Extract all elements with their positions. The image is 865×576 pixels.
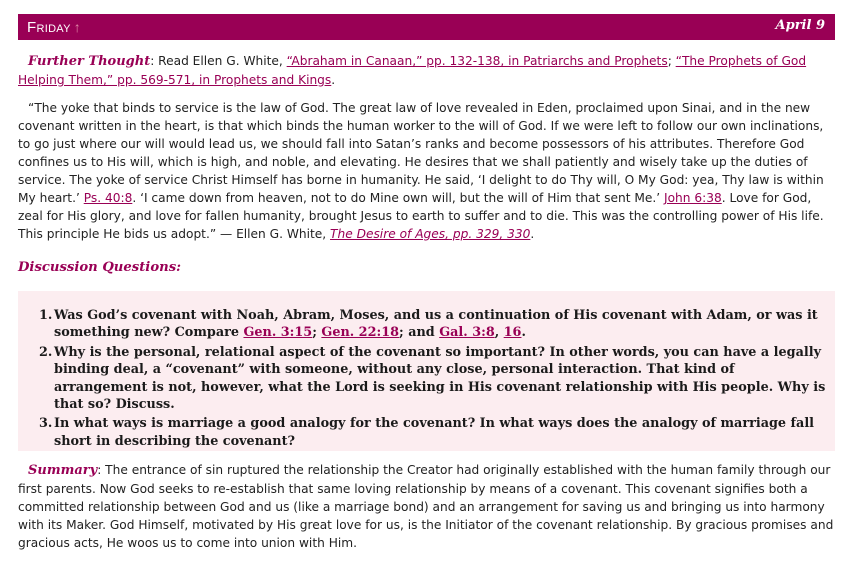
prophets-kings-link[interactable]: “The Prophets of God Helping Them,” pp. 569-571, in Prophets and Kings	[18, 54, 807, 87]
question-item	[39, 307, 829, 342]
question-number: 3.	[39, 416, 53, 432]
gal-3-8-link[interactable]: Gal. 3:8	[439, 325, 495, 341]
further-thought-heading: Further Thought	[28, 54, 151, 69]
date-label: April 9	[775, 18, 825, 33]
question-sep: ,	[494, 325, 504, 341]
question-text: In what ways is marriage a good analogy for the covenant? In what ways does the analogy of marriage fall short in describing the covenant?	[54, 416, 815, 449]
question-number: 2.	[39, 344, 53, 360]
gen-22-18-link[interactable]: Gen. 22:18	[321, 325, 400, 341]
gal-3-16-link[interactable]: 16	[503, 325, 522, 341]
further-thought-paragraph	[18, 52, 835, 89]
summary-heading: Summary	[28, 463, 98, 478]
question-sep: ;	[312, 325, 322, 341]
question-number: 1.	[39, 308, 53, 323]
psalm-40-8-link[interactable]: Ps. 40:8	[83, 191, 133, 205]
discussion-questions-list	[39, 307, 829, 450]
desire-of-ages-link[interactable]: The Desire of Ages, pp. 329, 330	[330, 227, 531, 241]
question-sep: ; and	[399, 325, 440, 341]
question-text: Was God’s covenant with Noah, Abram, Moses, and us a continuation of His covenant with Adam, or was it something new? Compare	[54, 308, 818, 341]
gen-3-15-link[interactable]: Gen. 3:15	[243, 325, 313, 341]
quote-text-2: . ‘I came down from heaven, not to do Mine own will, but the will of Him that sent Me.’	[132, 191, 664, 205]
further-thought-intro: : Read Ellen G. White,	[150, 54, 287, 68]
discussion-questions-heading	[18, 258, 835, 277]
question-end: .	[521, 325, 526, 341]
further-thought-sep: ;	[667, 54, 676, 68]
day-label	[27, 18, 81, 37]
quote-end: .	[530, 227, 535, 241]
up-arrow-icon[interactable]: ↑	[73, 19, 82, 35]
ellen-white-quote	[18, 99, 835, 243]
further-thought-end: .	[331, 73, 336, 87]
quote-text-1: “The yoke that binds to service is the law of God. The great law of love revealed in Eden, proclaimed upon Sinai, and in the new covenant written in the heart, is that which binds the human worker to the will of God. If we were left to follow our own inclinations, to go just where our will would lead us, we should fall into Satan’s ranks and become possessors of his attributes. Therefore God confines us to His will, which is high, and noble, and elevating. He desires that we shall patiently and wisely take up the duties of service. The yoke of service Christ Himself has borne in humanity. He said, ‘I delight to do Thy will, O My God: yea, Thy law is within My heart.’	[18, 101, 824, 205]
discussion-title-text: Discussion Questions:	[18, 260, 181, 275]
question-item	[39, 415, 829, 450]
summary-paragraph	[18, 461, 835, 552]
john-6-38-link[interactable]: John 6:38	[664, 191, 722, 205]
discussion-questions-box	[18, 291, 835, 451]
question-item	[39, 344, 829, 414]
day-text: Friday	[27, 19, 71, 36]
quote-text-3: . Love for God, zeal for His glory, and love for fallen humanity, brought Jesus to earth to suffer and to die. This was the controlling power of His life. This principle He bids us adopt.” — Ellen G. White,	[18, 191, 824, 241]
day-header-bar	[18, 14, 835, 40]
patriarchs-prophets-link[interactable]: “Abraham in Canaan,” pp. 132-138, in Patriarchs and Prophets	[286, 54, 668, 68]
summary-text: : The entrance of sin ruptured the relationship the Creator had originally established with the human family through our first parents. Now God seeks to re-establish that same loving relationship by means of a covenant. This covenant signifies both a committed relationship between God and us (like a marriage bond) and an arrangement for saving us and bringing us into harmony with its Maker. God Himself, motivated by His great love for us, is the Initiator of the covenant relationship. By gracious promises and gracious acts, He woos us to come into union with Him.	[18, 463, 834, 550]
question-text: Why is the personal, relational aspect of the covenant so important? In other words, you can have a legally binding deal, a “covenant” with someone, without any close, personal interaction. That kind of arrangement is not, however, what the Lord is seeking in His covenant relationship with His people. Why is that so? Discuss.	[54, 344, 826, 413]
